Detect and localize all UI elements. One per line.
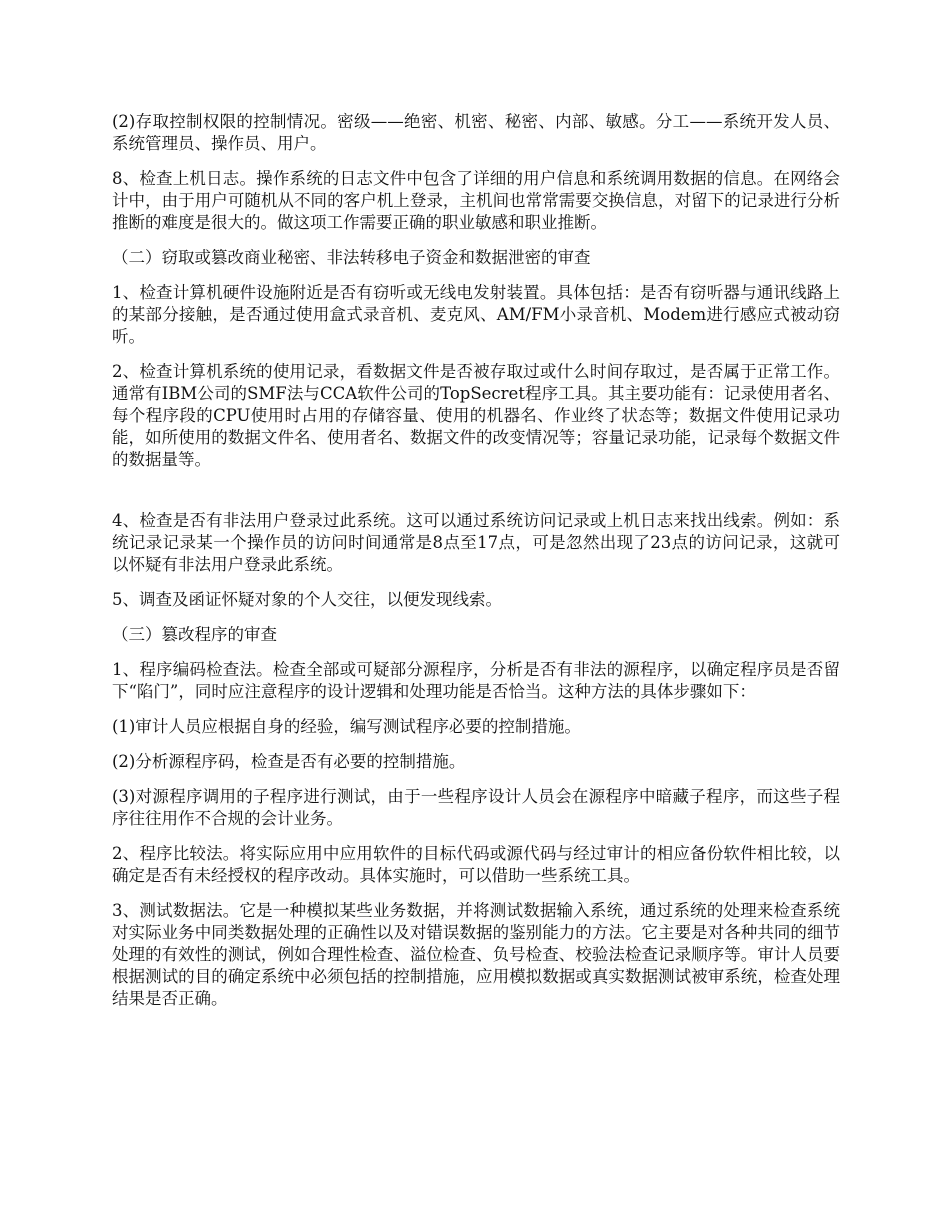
paragraph-illegal-login: 4、检查是否有非法用户登录过此系统。这可以通过系统访问记录或上机日志来找出线索。例如：系统记录记录某一个操作员的访问时间通常是8点至17点，可是忽然出现了23点的访问记录，这就可以怀疑有非法用户登录此系统。 (112, 511, 840, 574)
paragraph-check-logs: 8、检查上机日志。操作系统的日志文件中包含了详细的用户信息和系统调用数据的信息。在网络会计中，由于用户可随机从不同的客户机上登录，主机间也常常需要交换信息，对留下的记录进行分析推断的难度是很大的。做这项工作需要正确的职业敏感和职业推断。 (112, 169, 840, 232)
section-heading-3: （三）篡改程序的审查 (112, 625, 277, 644)
paragraph-investigation: 5、调查及函证怀疑对象的个人交往，以便发现线索。 (112, 590, 502, 609)
paragraph-hardware-check: 1、检查计算机硬件设施附近是否有窃听或无线电发射装置。具体包括：是否有窃听器与通讯线路上的某部分接触，是否通过使用盒式录音机、麦克风、AM/FM小录音机、Modem进行感应式被动窃听。 (112, 283, 840, 346)
paragraph-access-control: (2)存取控制权限的控制情况。密级——绝密、机密、秘密、内部、敏感。分工——系统开发人员、系统管理员、操作员、用户。 (112, 112, 840, 153)
paragraph-test-data: 3、测试数据法。它是一种模拟某些业务数据，并将测试数据输入系统，通过系统的处理来检查系统对实际业务中同类数据处理的正确性以及对错误数据的鉴别能力的方法。它主要是对各种共同的细节处理的有效性的测试，例如合理性检查、溢位检查、负号检查、校验法检查记录顺序等。审计人员要根据测试的目的确定系统中必须包括的控制措施，应用模拟数据或真实数据测试被审系统，检查处理结果是否正确。 (112, 901, 840, 1008)
paragraph-program-comparison: 2、程序比较法。将实际应用中应用软件的目标代码或源代码与经过审计的相应备份软件相比较，以确定是否有未经授权的程序改动。具体实施时，可以借助一些系统工具。 (112, 844, 840, 885)
paragraph-step-1: (1)审计人员应根据自身的经验，编写测试程序必要的控制措施。 (112, 717, 581, 736)
paragraph-code-inspection: 1、程序编码检查法。检查全部或可疑部分源程序，分析是否有非法的源程序，以确定程序员是否留下“陷门”，同时应注意程序的设计逻辑和处理功能是否恰当。这种方法的具体步骤如下： (112, 660, 840, 701)
section-heading-2: （二）窃取或篡改商业秘密、非法转移电子资金和数据泄密的审查 (112, 248, 591, 267)
paragraph-step-3: (3)对源程序调用的子程序进行测试，由于一些程序设计人员会在源程序中暗藏子程序，而这些子程序往往用作不合规的会计业务。 (112, 787, 840, 828)
paragraph-usage-records: 2、检查计算机系统的使用记录，看数据文件是否被存取过或什么时间存取过，是否属于正常工作。通常有IBM公司的SMF法与CCA软件公司的TopSecret程序工具。其主要功能有：记录使用者名、每个程序段的CPU使用时占用的存储容量、使用的机器名、作业终了状态等；数据文件使用记录功能，如所使用的数据文件名、使用者名、数据文件的改变情况等；容量记录功能，记录每个数据文件的数据量等。 (112, 362, 840, 469)
document-body (112, 111, 840, 1023)
paragraph-step-2: (2)分析源程序码，检查是否有必要的控制措施。 (112, 752, 466, 771)
